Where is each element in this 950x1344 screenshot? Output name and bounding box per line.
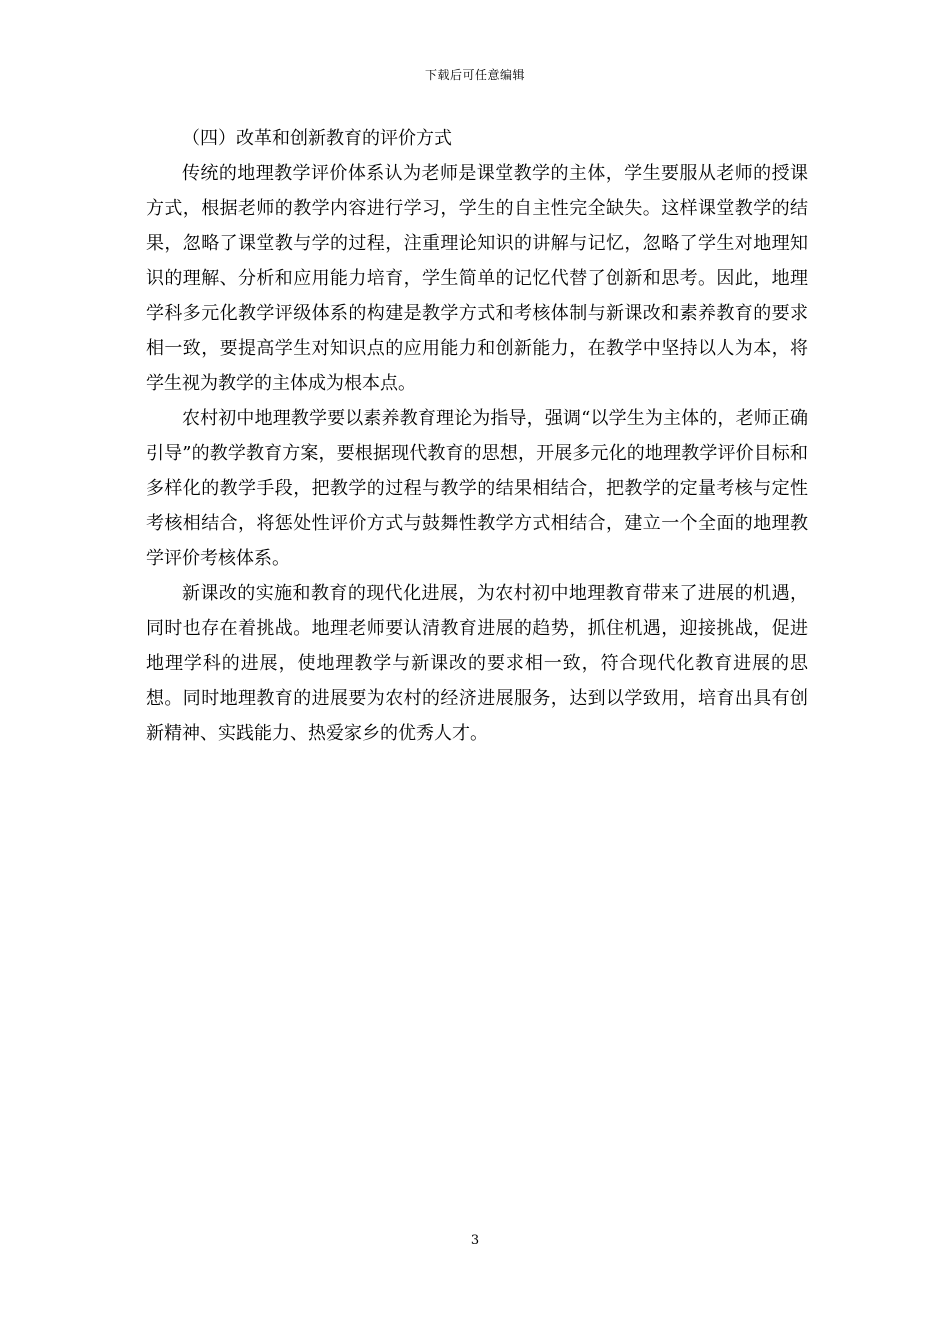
section-heading: （四）改革和创新教育的评价方式 [182,128,452,149]
paragraph-1: 传统的地理教学评价体系认为老师是课堂教学的主体，学生要服从老师的授课方式，根据老师的教学内容进行学习，学生的自主性完全缺失。这样课堂教学的结果，忽略了课堂教与学的过程，注重理论知识的讲解与记忆，忽略了学生对地理知识的理解、分析和应用能力培育，学生简单的记忆代替了创新和思考。因此，地理学科多元化教学评级体系的构建是教学方式和考核体制与新课改和素养教育的要求相一致，要提高学生对知识点的应用能力和创新能力，在教学中坚持以人为本，将学生视为教学的主体成为根本点。 [146,163,808,394]
header-note: 下载后可任意编辑 [424,68,525,82]
paragraph-2: 农村初中地理教学要以素养教育理论为指导，强调“以学生为主体的，老师正确引导”的教学教育方案，要根据现代教育的思想，开展多元化的地理教学评价目标和多样化的教学手段，把教学的过程与教学的结果相结合，把教学的定量考核与定性考核相结合，将惩处性评价方式与鼓舞性教学方式相结合，建立一个全面的地理教学评价考核体系。 [146,408,808,569]
page-number: 3 [470,1233,480,1248]
paragraph-3: 新课改的实施和教育的现代化进展，为农村初中地理教育带来了进展的机遇，同时也存在着挑战。地理老师要认清教育进展的趋势，抓住机遇，迎接挑战，促进地理学科的进展，使地理教学与新课改的要求相一致，符合现代化教育进展的思想。同时地理教育的进展要为农村的经济进展服务，达到以学致用，培育出具有创新精神、实践能力、热爱家乡的优秀人才。 [146,583,808,744]
document-body [146,121,808,751]
